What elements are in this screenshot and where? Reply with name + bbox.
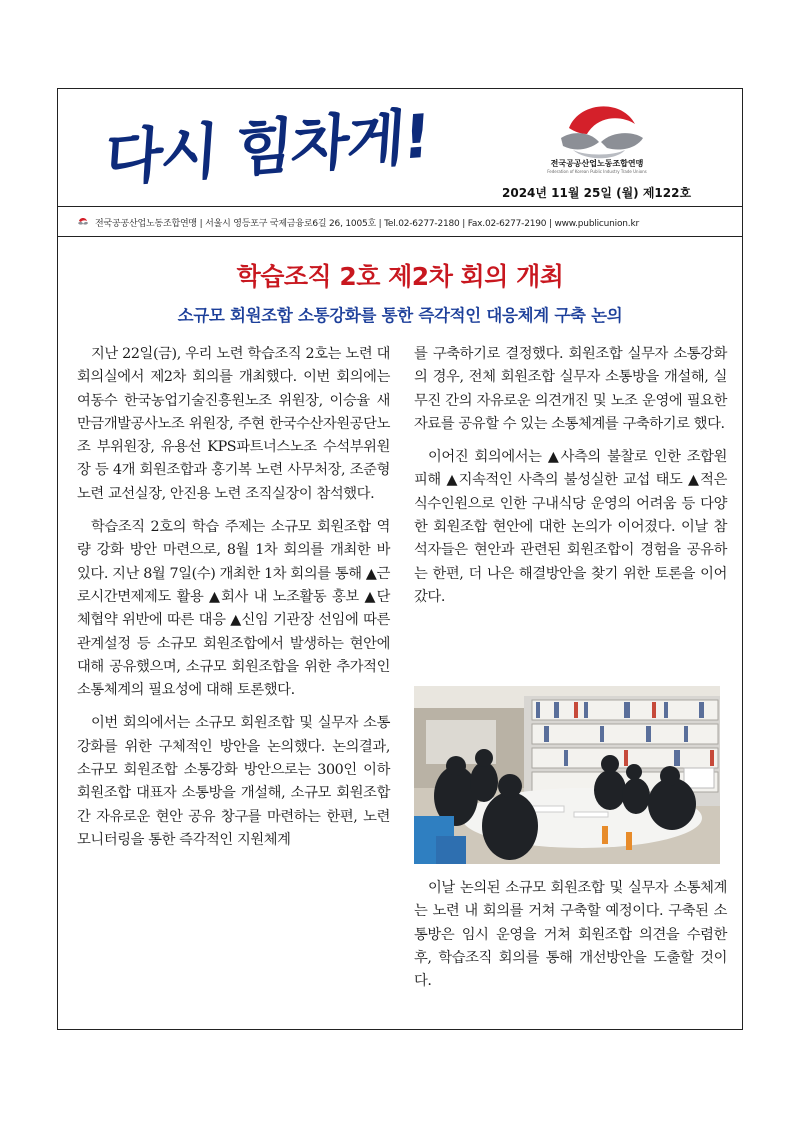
newsletter-title: 다시 힘차게! <box>102 101 431 195</box>
article-right-column-top <box>414 343 727 609</box>
contact-info-text: 전국공공산업노동조합연맹 | 서울시 영등포구 국제금융로6길 26, 1005호 | Tel.02-6277-2180 | Fax.02-6277-2190 | www.publicunion.kr <box>95 219 639 229</box>
article-paragraph: 이날 논의된 소규모 회원조합 및 실무자 소통체계는 노련 내 회의를 거쳐 구축할 예정이다. 구축된 소통방은 임시 운영을 거쳐 회원조합 의견을 수렴한 후, 학습조직 회의를 통해 개선방안을 도출할 것이다. <box>414 880 727 990</box>
article-paragraph: 이어진 회의에서는 ▲사측의 불찰로 인한 조합원 피해 ▲지속적인 사측의 불성실한 교섭 태도 ▲적은 식수인원으로 인한 구내식당 운영의 어려움 등 다양한 회원조합 현안에 대한 논의가 이어졌다. 이날 참석자들은 현안과 관련된 회원조합이 경험을 공유하는 한편, 더 나은 해결방안을 찾기 위한 토론을 이어갔다. <box>414 449 727 605</box>
masthead <box>57 88 743 206</box>
article-paragraph: 지난 22일(금), 우리 노련 학습조직 2호는 노련 대회의실에서 제2차 회의를 개최했다. 이번 회의에는 여동수 한국농업기술진흥원노조 위원장, 이승율 새만금개발공사노조 위원장, 주현 한국수산자원공단노조 부위원장, 유용선 KPS파트너스노조 수석부위원장 등 4개 회원조합과 홍기복 노련 사무처장, 조준형 노련 교선실장, 안진용 노련 조직실장이 참석했다. <box>77 346 390 502</box>
article-headline: 학습조직 2호 제2차 회의 개최 <box>236 262 564 291</box>
article-left-column <box>77 343 390 852</box>
article-paragraph: 이번 회의에서는 소규모 회원조합 및 실무자 소통강화를 위한 구체적인 방안을 논의했다. 논의결과, 소규모 회원조합 소통강화 방안으로는 300인 이하 회원조합 대표자 소통방을 개설해, 소규모 회원조합 간 자유로운 현안 공유 창구를 마련하는 한편, 노련 모니터링을 통한 즉각적인 지원체계 <box>77 715 390 848</box>
issue-date-number: 2024년 11월 25일 (월) 제122호 <box>502 186 692 200</box>
org-name: 전국공공산업노동조합연맹 <box>550 159 644 168</box>
article-subheadline: 소규모 회원조합 소통강화를 통한 즉각적인 대응체계 구축 논의 <box>177 306 623 325</box>
meeting-photo <box>414 686 720 864</box>
org-name-english: Federation of Korean Public Industry Trade Unions <box>547 169 647 174</box>
union-emblem-icon <box>77 216 89 228</box>
article-right-column-bottom <box>414 877 727 993</box>
article-paragraph: 를 구축하기로 결정했다. 회원조합 실무자 소통강화의 경우, 전체 회원조합 실무자 소통방을 개설해, 실무진 간의 자유로운 의견개진 및 노조 운영에 필요한 자료를 공유할 수 있는 소통체계를 구축하기로 했다. <box>414 346 727 432</box>
contact-info-bar <box>57 206 743 237</box>
article-paragraph: 학습조직 2호의 학습 주제는 소규모 회원조합 역량 강화 방안 마련으로, 8월 1차 회의를 개최한 바 있다. 지난 8월 7일(수) 개최한 1차 회의를 통해 ▲근로시간면제제도 활용 ▲회사 내 노조활동 홍보 ▲단체협약 위반에 따른 대응 ▲신임 기관장 선임에 따른 관계설정 등 소규모 회원조합에서 발생하는 현안에 대해 공유했으며, 소규모 회원조합을 위한 추가적인 소통체계의 필요성에 대해 토론했다. <box>77 519 390 699</box>
